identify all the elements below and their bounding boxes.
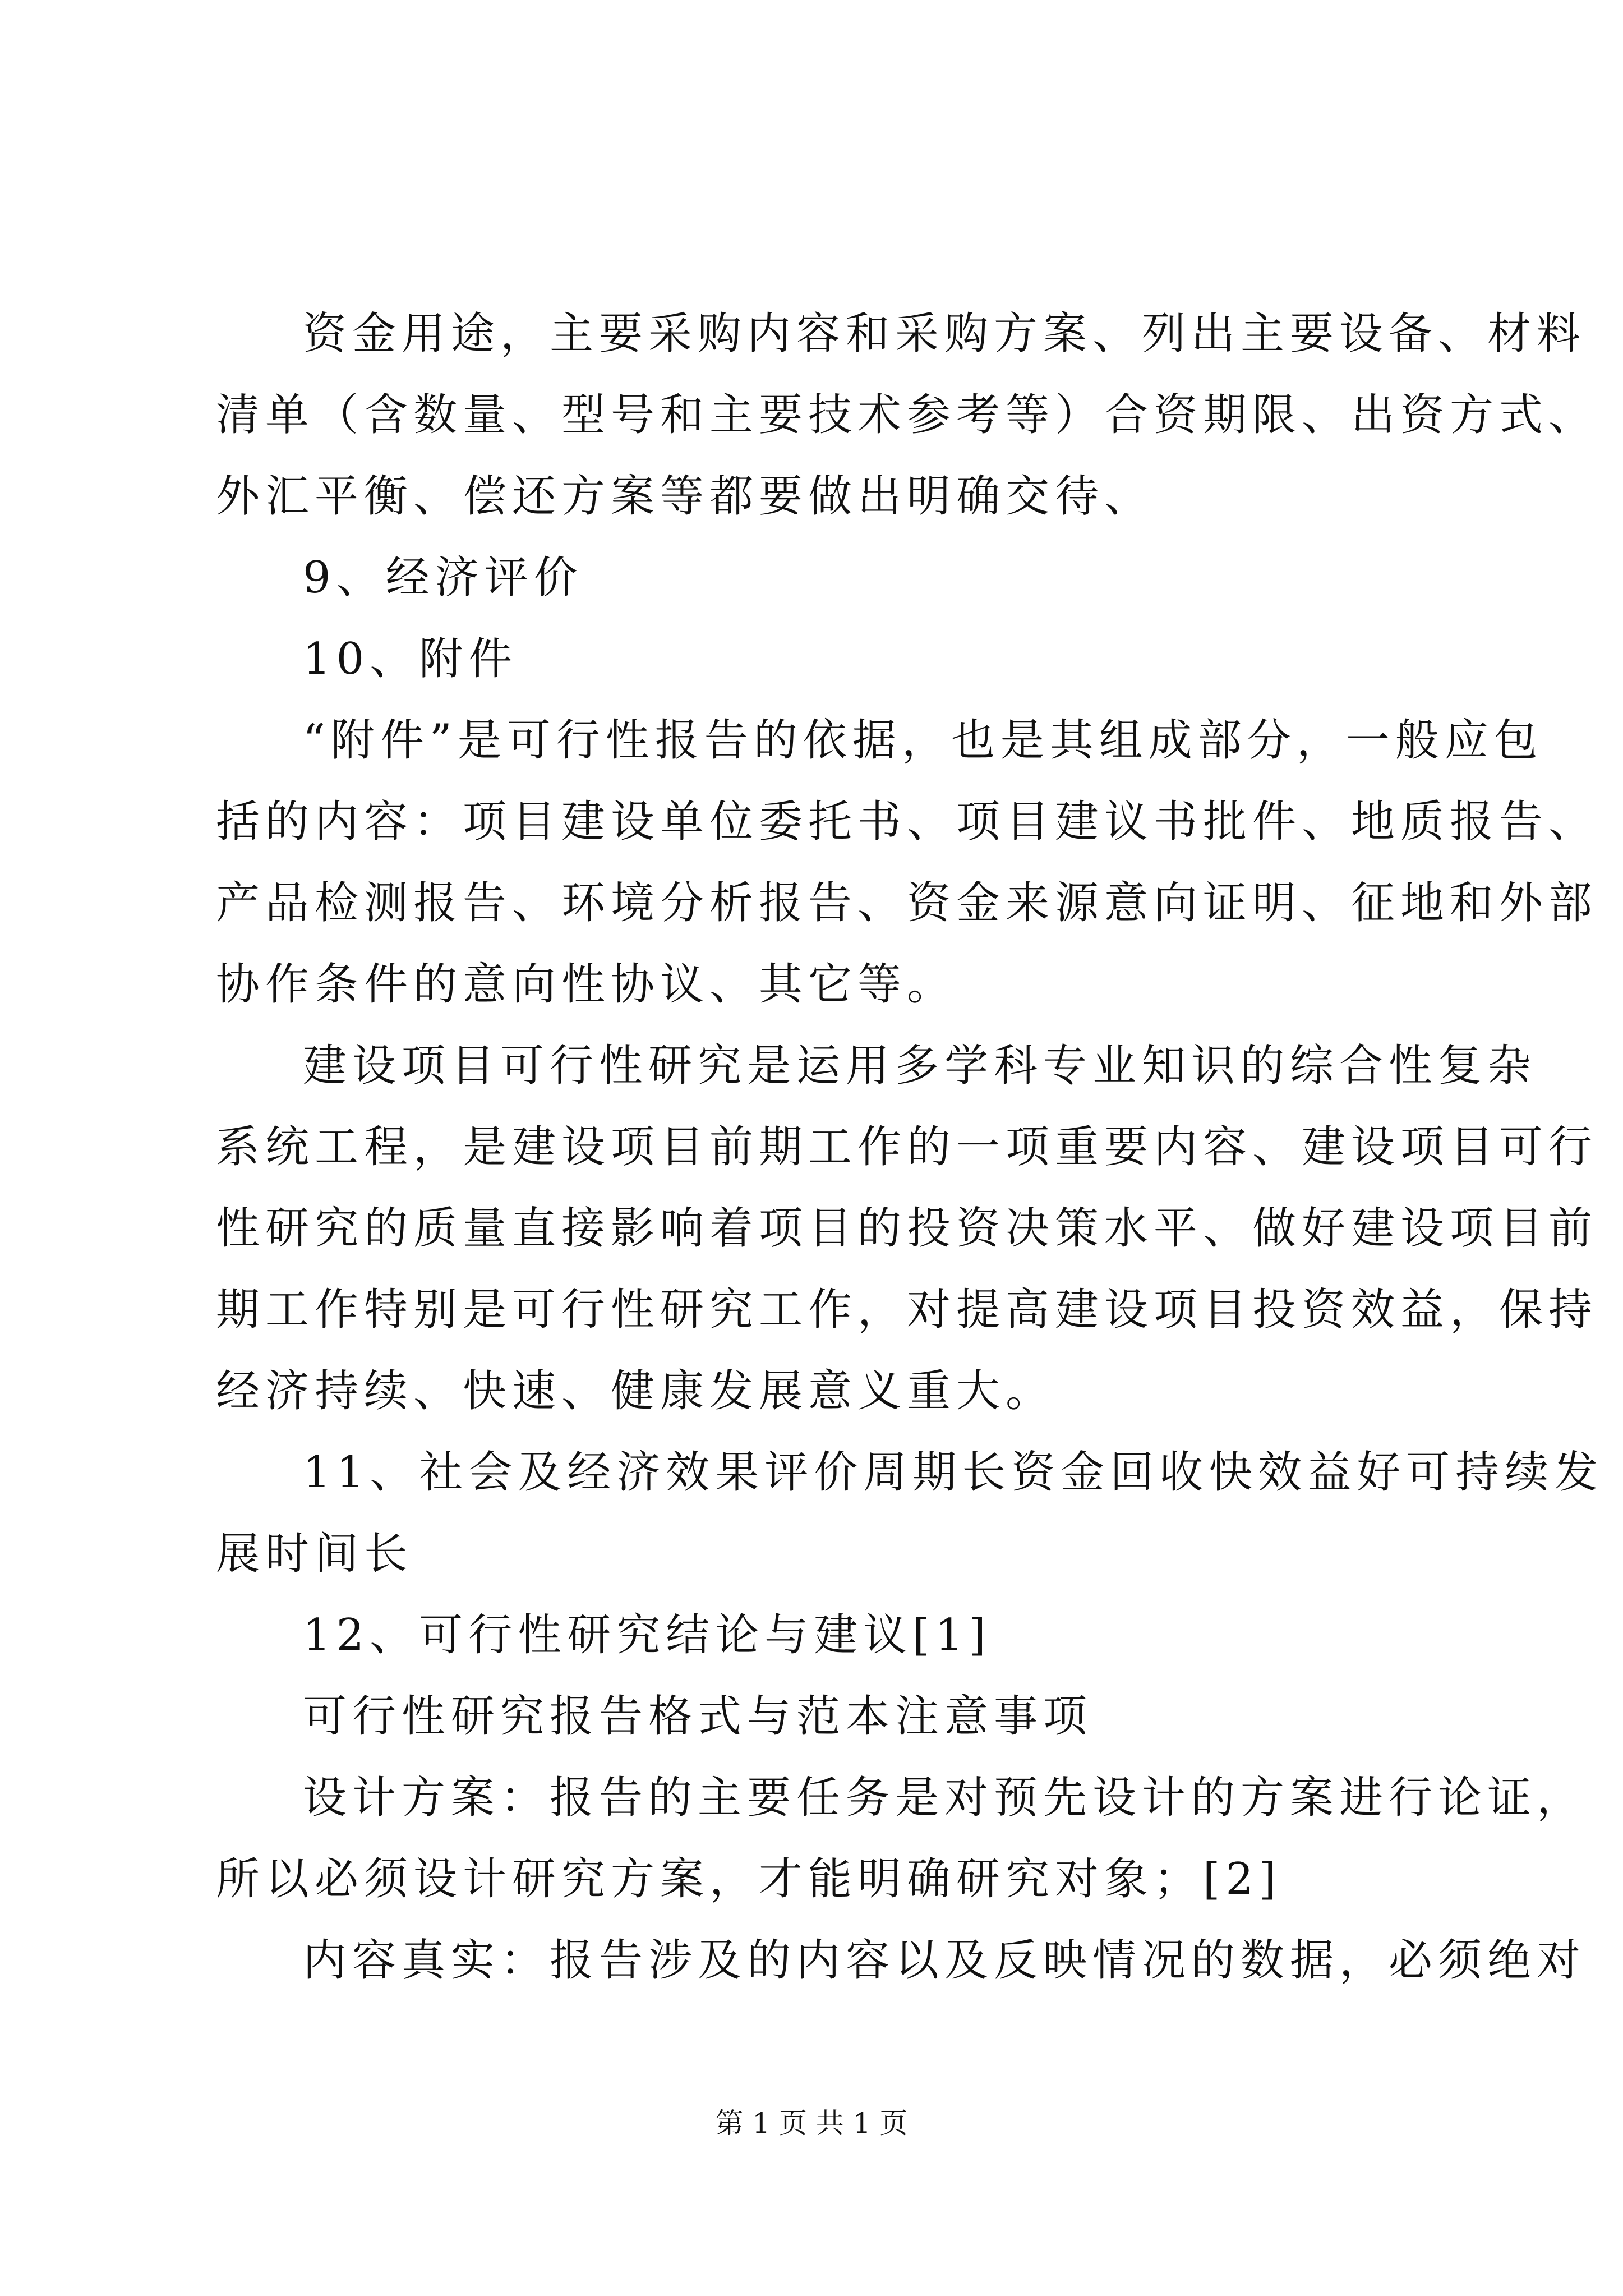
body-text-line: 产品检测报告、环境分析报告、资金来源意向证明、征地和外部	[216, 878, 1598, 928]
body-text-line: 10、附件	[303, 634, 518, 684]
body-text-line: 展时间长	[216, 1529, 414, 1579]
body-text-line: 协作条件的意向性协议、其它等。	[216, 959, 957, 1010]
body-text-line: 9、经济评价	[303, 553, 583, 603]
body-text-line: 经济持续、快速、健康发展意义重大。	[216, 1366, 1055, 1416]
body-text-line: 系统工程，是建设项目前期工作的一项重要内容、建设项目可行	[216, 1122, 1598, 1172]
body-text-line: 性研究的质量直接影响着项目的投资决策水平、做好建设项目前	[216, 1203, 1598, 1254]
body-text-line: 建设项目可行性研究是运用多学科专业知识的综合性复杂	[303, 1041, 1537, 1091]
body-text-line: 12、可行性研究结论与建议[1]	[303, 1610, 992, 1660]
body-text-line: 期工作特别是可行性研究工作，对提高建设项目投资效益，保持	[216, 1285, 1598, 1335]
body-text-line: “附件”是可行性报告的依据，也是其组成部分，一般应包	[303, 715, 1543, 766]
body-text-line: 内容真实：报告涉及的内容以及反映情况的数据，必须绝对	[303, 1935, 1587, 1986]
body-text-line: 括的内容：项目建设单位委托书、项目建议书批件、地质报告、	[216, 797, 1598, 847]
body-text-line: 可行性研究报告格式与范本注意事项	[303, 1691, 1093, 1742]
body-text-line: 设计方案：报告的主要任务是对预先设计的方案进行论证，	[303, 1773, 1587, 1823]
body-text-line: 清单（含数量、型号和主要技术参考等）合资期限、出资方式、	[216, 390, 1598, 440]
page-number-footer: 第 1 页 共 1 页	[715, 2107, 908, 2139]
body-text-line: 资金用途，主要采购内容和采购方案、列出主要设备、材料	[303, 309, 1587, 359]
body-text-line: 11、社会及经济效果评价周期长资金回收快效益好可持续发	[303, 1447, 1604, 1498]
body-text-line: 外汇平衡、偿还方案等都要做出明确交待、	[216, 471, 1154, 522]
body-text-line: 所以必须设计研究方案，才能明确研究对象；[2]	[216, 1854, 1282, 1904]
